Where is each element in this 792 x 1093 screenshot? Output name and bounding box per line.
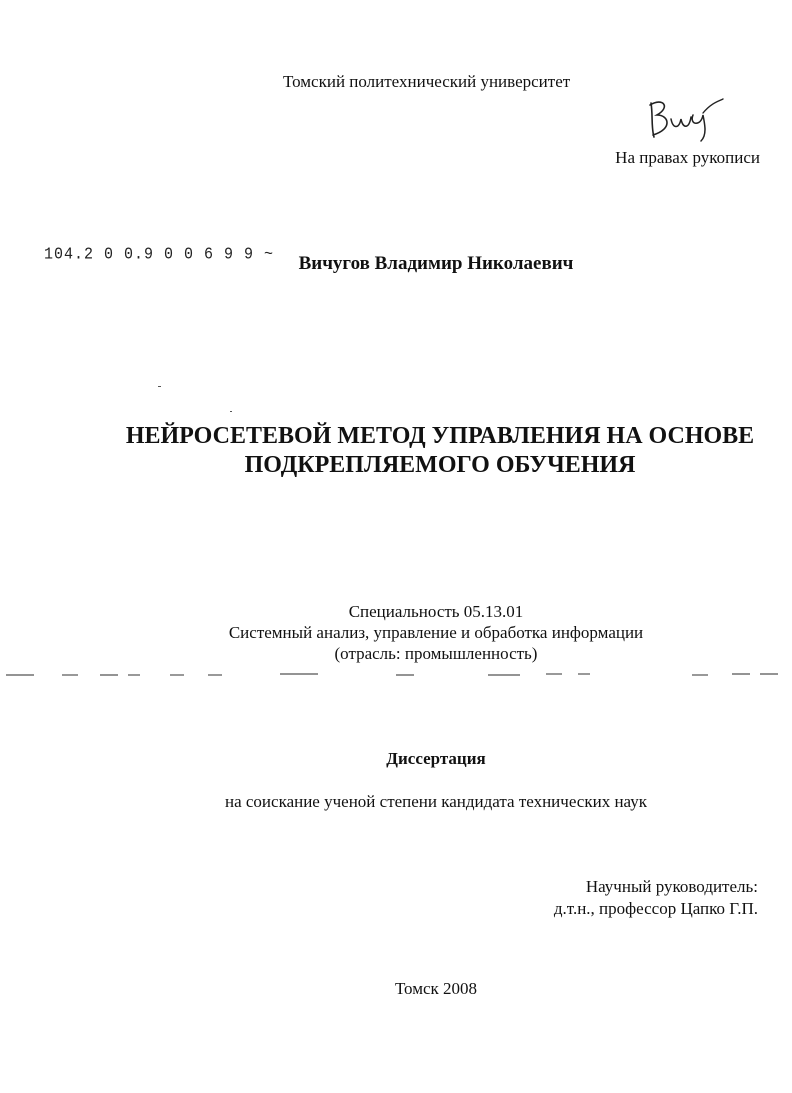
specialty-code: Специальность 05.13.01 bbox=[348, 602, 524, 621]
dissertation-title bbox=[90, 422, 790, 480]
title-line-2: ПОДКРЕПЛЯЕМОГО ОБУЧЕНИЯ bbox=[244, 452, 636, 478]
registration-stamp-number: 104.2 0 0.9 0 0 6 9 9 ~ bbox=[44, 245, 275, 264]
title-line-1: НЕЙРОСЕТЕВОЙ МЕТОД УПРАВЛЕНИЯ НА ОСНОВЕ bbox=[125, 423, 755, 449]
supervisor-block bbox=[554, 876, 758, 920]
scan-artifact-dashed-line bbox=[0, 672, 792, 678]
specialty-name: Системный анализ, управление и обработка информации bbox=[228, 623, 644, 642]
degree-line: на соискание ученой степени кандидата технических наук bbox=[224, 792, 647, 811]
specialty-branch: (отрасль: промышленность) bbox=[334, 644, 538, 663]
scan-speck bbox=[158, 386, 161, 387]
supervisor-label: Научный руководитель: bbox=[585, 877, 758, 896]
city-year: Томск 2008 bbox=[394, 979, 478, 998]
handwritten-signature bbox=[645, 95, 725, 145]
supervisor-name: д.т.н., профессор Цапко Г.П. bbox=[553, 899, 758, 918]
scan-speck bbox=[230, 411, 232, 412]
document-type: Диссертация bbox=[386, 749, 486, 768]
author-name: Вичугов Владимир Николаевич bbox=[298, 253, 574, 274]
rights-note: На правах рукописи bbox=[615, 148, 760, 167]
university-name: Томский политехнический университет bbox=[283, 72, 571, 91]
specialty-block bbox=[0, 601, 792, 664]
